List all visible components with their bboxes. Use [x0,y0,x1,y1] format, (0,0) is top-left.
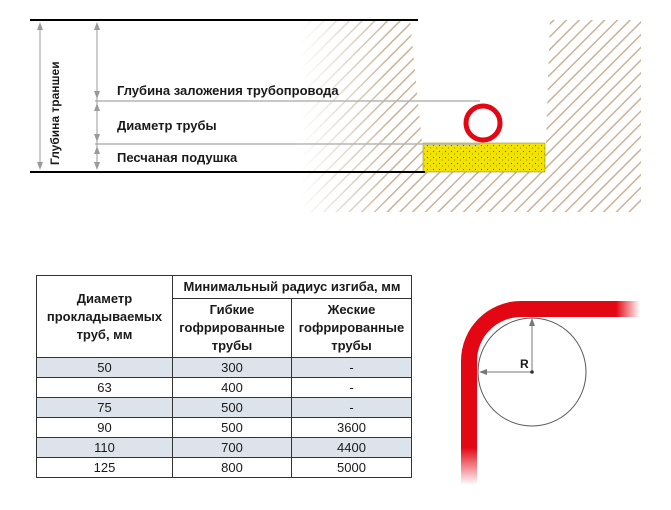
sand-label: Песчаная подушка [117,150,238,165]
cell-rigid: 3600 [292,418,412,438]
radius-label: R [520,357,529,371]
trench-depth-label: Глубина траншеи [48,61,62,165]
cell-diameter: 50 [37,358,173,378]
bend-radius-table [36,275,412,478]
cell-diameter: 125 [37,458,173,478]
pipe-vertical-leg [461,360,477,485]
cell-rigid: - [292,358,412,378]
trench-diagram [0,0,671,230]
group-radius-header: Минимальный радиус изгиба, мм [173,276,412,299]
cell-diameter: 90 [37,418,173,438]
table-row [37,438,412,458]
table-row [37,418,412,438]
cell-rigid: 5000 [292,458,412,478]
col-flexible-header: Гибкие гофрированные трубы [173,299,292,358]
pipe-bend-arc [461,301,521,361]
sand-cushion [423,143,545,172]
depth-label: Глубина заложения трубопровода [117,83,339,98]
cell-rigid: - [292,378,412,398]
cell-flexible: 300 [173,358,292,378]
col-diameter-header: Диаметр прокладываемых труб, мм [37,276,173,358]
table-row [37,358,412,378]
cell-flexible: 400 [173,378,292,398]
cell-rigid: 4400 [292,438,412,458]
pipe-horizontal-leg [520,301,640,317]
col-rigid-header: Жеские гофрированные трубы [292,299,412,358]
pipe-cross-section [466,106,500,140]
cell-flexible: 700 [173,438,292,458]
cell-diameter: 75 [37,398,173,418]
table-row [37,398,412,418]
cell-flexible: 500 [173,418,292,438]
pipe-bend-diagram [440,285,671,510]
cell-flexible: 800 [173,458,292,478]
cell-rigid: - [292,398,412,418]
cell-diameter: 63 [37,378,173,398]
diameter-label: Диаметр трубы [117,118,217,133]
cell-flexible: 500 [173,398,292,418]
table-row [37,458,412,478]
table-row [37,378,412,398]
cell-diameter: 110 [37,438,173,458]
